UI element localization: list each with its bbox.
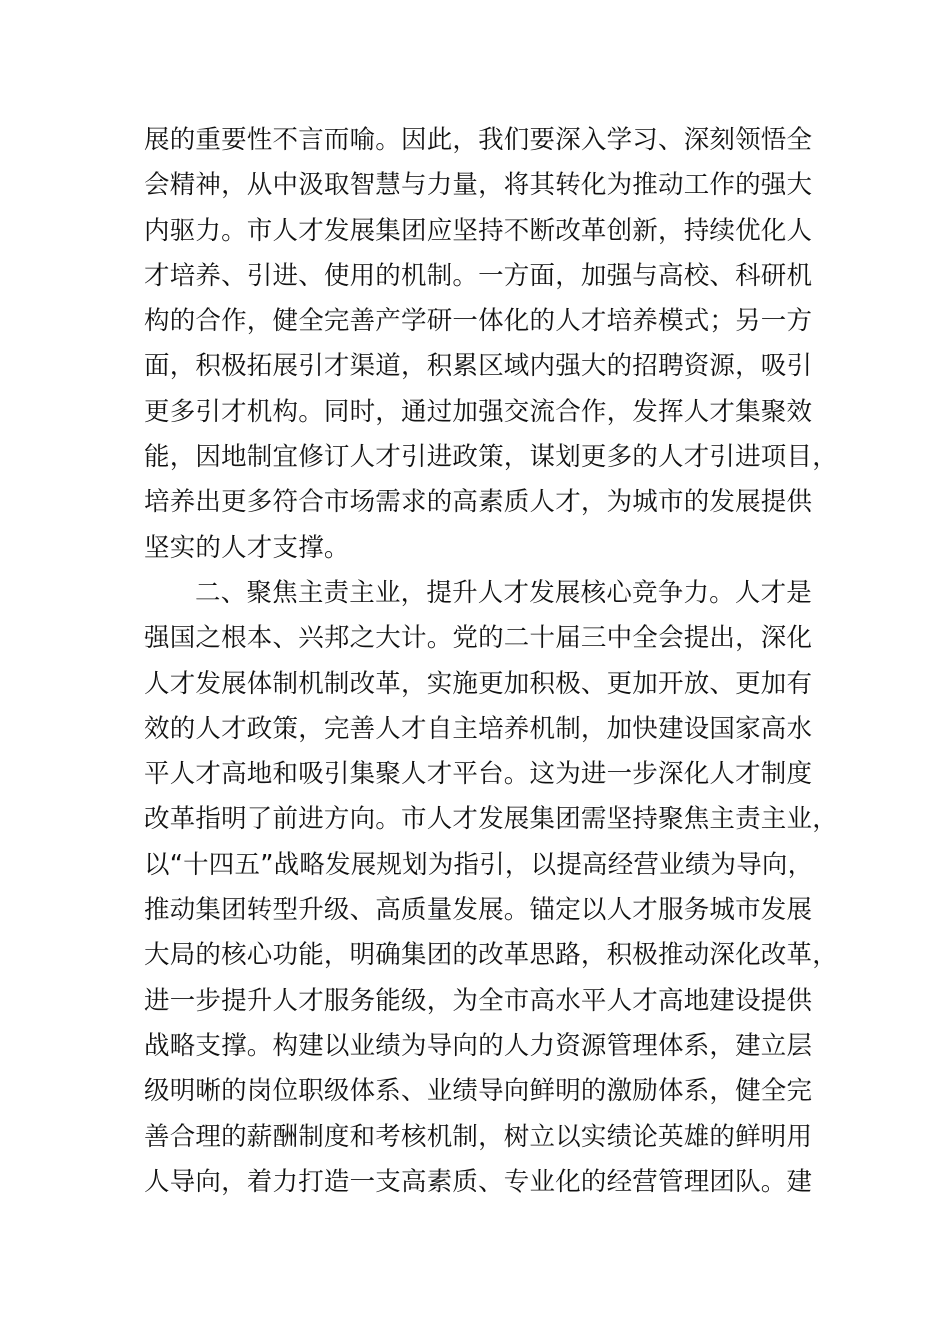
document-body: [144, 118, 838, 1205]
paragraph-line: 进一步提升人才服务能级，为全市高水平人才高地建设提供: [144, 985, 813, 1016]
paragraph-line: 培养出更多符合市场需求的高素质人才，为城市的发展提供: [144, 487, 813, 518]
paragraph-line: 面，积极拓展引才渠道，积累区域内强大的招聘资源，吸引: [144, 351, 813, 382]
paragraph-line: 才培养、引进、使用的机制。一方面，加强与高校、科研机: [144, 260, 813, 291]
paragraph-line: 改革指明了前进方向。市人才发展集团需坚持聚焦主责主业，: [144, 804, 838, 835]
paragraph-line: 以“十四五”战略发展规划为指引，以提高经营业绩为导向，: [144, 849, 814, 880]
paragraph-line: 善合理的薪酬制度和考核机制，树立以实绩论英雄的鲜明用: [144, 1121, 813, 1152]
paragraph-line: 效的人才政策，完善人才自主培养机制，加快建设国家高水: [144, 713, 813, 744]
paragraph-line: 大局的核心功能，明确集团的改革思路，积极推动深化改革，: [144, 940, 838, 971]
paragraph-line: 强国之根本、兴邦之大计。党的二十届三中全会提出，深化: [144, 623, 813, 654]
paragraph-line: 级明晰的岗位职级体系、业绩导向鲜明的激励体系，健全完: [144, 1076, 813, 1107]
paragraph-line: 内驱力。市人才发展集团应坚持不断改革创新，持续优化人: [144, 215, 813, 246]
paragraph-line: 平人才高地和吸引集聚人才平台。这为进一步深化人才制度: [144, 759, 813, 790]
paragraph-line: 能，因地制宜修订人才引进政策，谋划更多的人才引进项目，: [144, 442, 838, 473]
paragraph-line: 更多引才机构。同时，通过加强交流合作，发挥人才集聚效: [144, 396, 813, 427]
paragraph-2: [144, 571, 838, 1205]
paragraph-line: 构的合作，健全完善产学研一体化的人才培养模式；另一方: [144, 306, 813, 337]
paragraph-line: 会精神，从中汲取智慧与力量，将其转化为推动工作的强大: [144, 170, 813, 201]
paragraph-line: 坚实的人才支撑。: [144, 532, 350, 563]
paragraph-line: 展的重要性不言而喻。因此，我们要深入学习、深刻领悟全: [144, 125, 813, 155]
paragraph-1: [144, 118, 838, 571]
paragraph-line: 人导向，着力打造一支高素质、专业化的经营管理团队。建: [144, 1166, 813, 1197]
paragraph-line: 战略支撑。构建以业绩为导向的人力资源管理体系，建立层: [144, 1030, 813, 1061]
paragraph-line: 二、聚焦主责主业，提升人才发展核心竞争力。人才是: [195, 577, 812, 608]
paragraph-line: 人才发展体制机制改革，实施更加积极、更加开放、更加有: [144, 668, 813, 699]
paragraph-line: 推动集团转型升级、高质量发展。锚定以人才服务城市发展: [144, 895, 813, 926]
